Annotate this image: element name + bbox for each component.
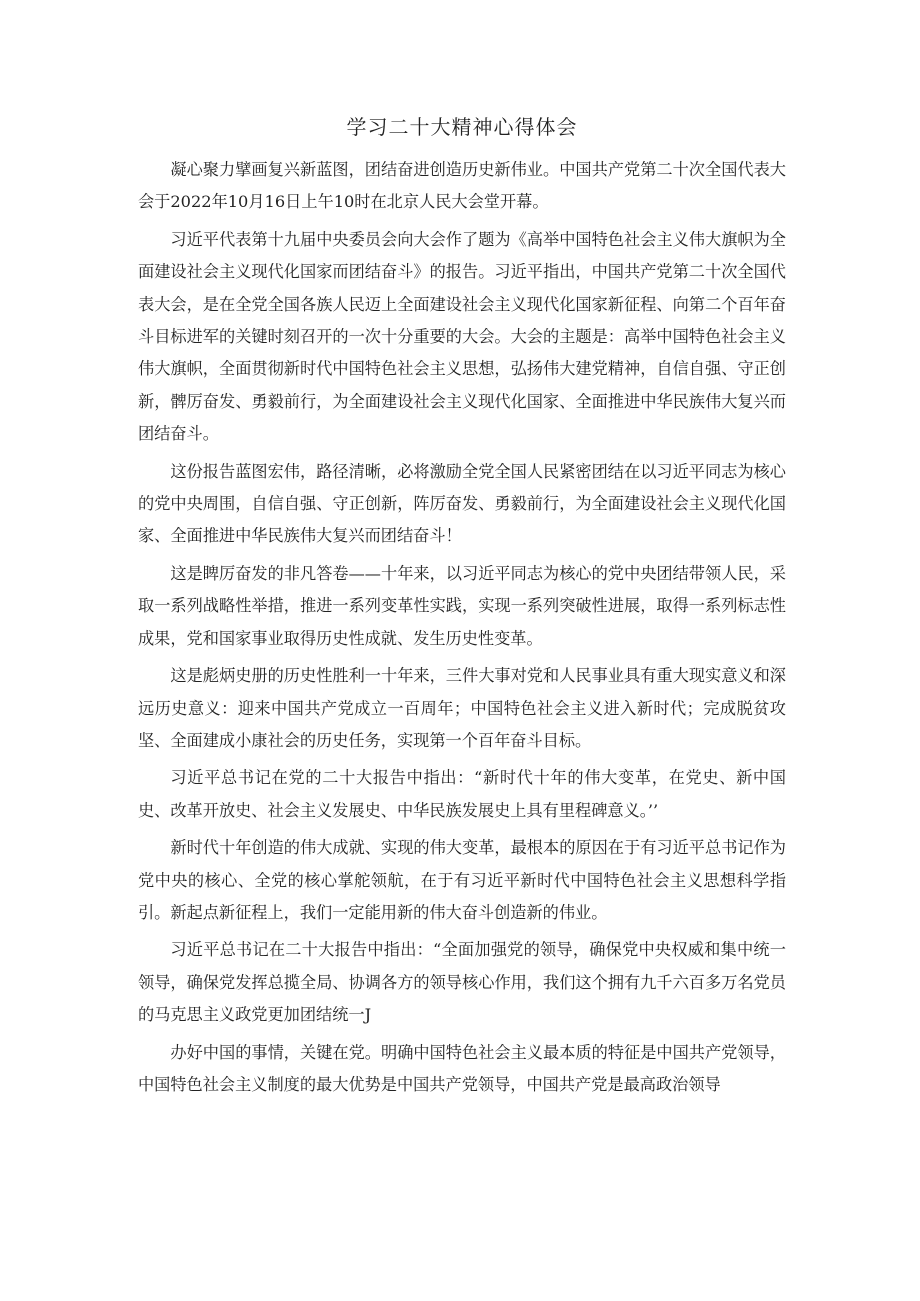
paragraph-3: 这份报告蓝图宏伟，路径清晰，必将激励全党全国人民紧密团结在以习近平同志为核心的党中央周围，自信自强、守正创新，阵厉奋发、勇毅前行，为全面建设社会主义现代化国家、全面推进中华民族伟大复兴而团结奋斗！: [138, 461, 786, 546]
paragraph-8: 习近平总书记在二十大报告中指出：“全面加强党的领导，确保党中央权威和集中统一领导，确保党发挥总揽全局、协调各方的领导核心作用，我们这个拥有九千六百多万名党员的马克思主义政党更加团结统一J: [138, 940, 786, 1025]
paragraph-2: 习近平代表第十九届中央委员会向大会作了题为《高举中国特色社会主义伟大旗帜为全面建设社会主义现代化国家而团结奋斗》的报告。习近平指出，中国共产党第二十次全国代表大会，是在全党全国各族人民迈上全面建设社会主义现代化国家新征程、向第二个百年奋斗目标进军的关键时刻召开的一次十分重要的大会。大会的主题是：高举中国特色社会主义伟大旗帜，全面贯彻新时代中国特色社会主义思想，弘扬伟大建党精神，自信自强、守正创新，髀厉奋发、勇毅前行，为全面建设社会主义现代化国家、全面推进中华民族伟大复兴而团结奋斗。: [138, 229, 786, 444]
document-body: [138, 112, 786, 1106]
document-title: 学习二十大精神心得体会: [346, 115, 578, 139]
paragraph-6: 习近平总书记在党的二十大报告中指出：“新时代十年的伟大变革，在党史、新中国史、改革开放史、社会主义发展史、中华民族发展史上具有里程碑意义。’’: [138, 768, 786, 820]
paragraph-5: 这是彪炳史册的历史性胜利一十年来，三件大事对党和人民事业具有重大现实意义和深远历史意义：迎来中国共产党成立一百周年；中国特色社会主义进入新时代；完成脱贫攻坚、全面建成小康社会的历史任务，实现第一个百年奋斗目标。: [138, 666, 786, 750]
paragraph-4: 这是睥厉奋发的非凡答卷——十年来，以习近平同志为核心的党中央团结带领人民，采取一系列战略性举措，推进一系列变革性实践，实现一系列突破性进展，取得一系列标志性成果，党和国家事业取得历史性成就、发生历史性变革。: [138, 563, 786, 648]
paragraph-9: 办好中国的事情，关键在党。明确中国特色社会主义最本质的特征是中国共产党领导，中国特色社会主义制度的最大优势是中国共产党领导，中国共产党是最高政治领导: [138, 1042, 786, 1094]
paragraph-1: 凝心聚力擘画复兴新蓝图，团结奋进创造历史新伟业。中国共产党第二十次全国代表大会于2022年10月16日上午10时在北京人民大会堂开幕。: [138, 160, 786, 212]
paragraph-7: 新时代十年创造的伟大成就、实现的伟大变革，最根本的原因在于有习近平总书记作为党中央的核心、全党的核心掌舵领航，在于有习近平新时代中国特色社会主义思想科学指引。新起点新征程上，我们一定能用新的伟大奋斗创造新的伟业。: [138, 838, 786, 922]
